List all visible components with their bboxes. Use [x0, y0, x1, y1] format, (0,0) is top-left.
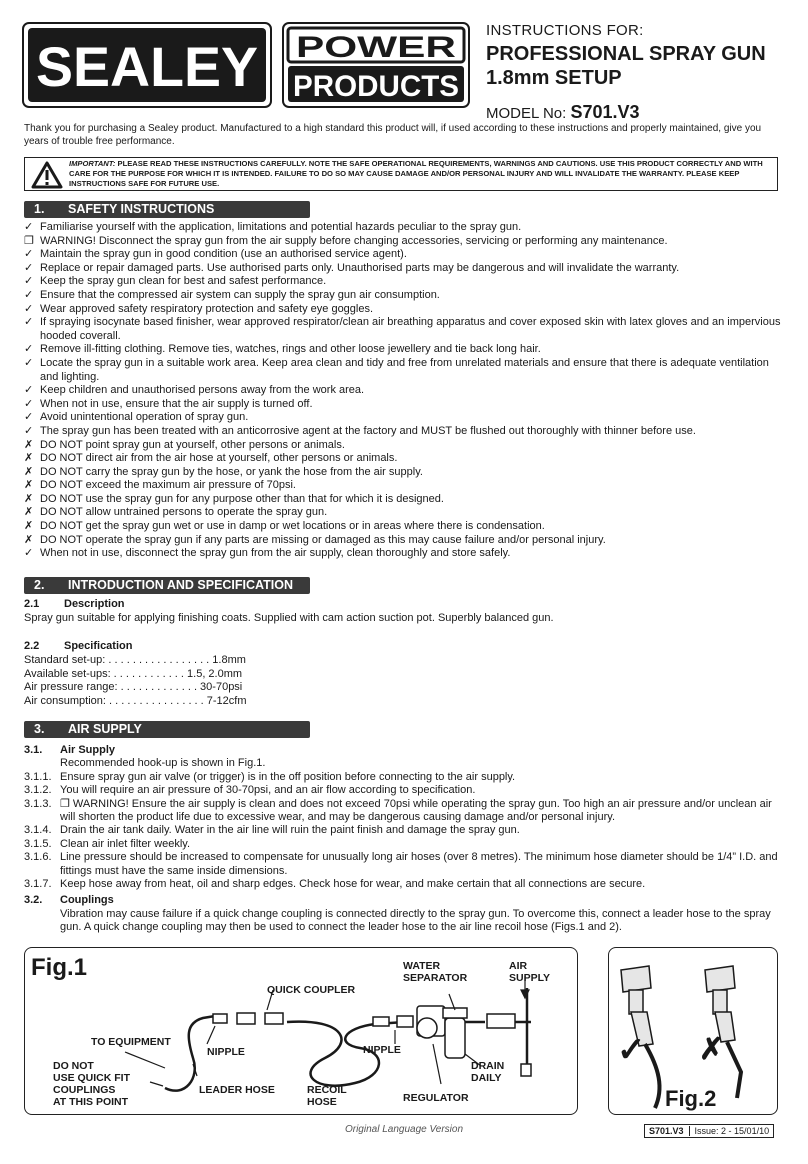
footer-issue: Issue: 2 - 15/01/10: [689, 1126, 770, 1136]
issue-box: [644, 1124, 774, 1138]
spec-row: Available set-ups: . . . . . . . . . . . . 1.5, 2.0mm: [24, 667, 243, 680]
safety-item: [24, 357, 784, 384]
thank-you-text: Thank you for purchasing a Sealey product. Manufactured to a high standard this product will, if used according to these instructions and properly maintained, give you years of trouble free performance.: [24, 123, 762, 147]
safety-item: [24, 479, 784, 493]
safety-item-text: Keep children and unauthorised persons away from the work area.: [40, 384, 365, 397]
safety-item: [24, 398, 784, 412]
important-body: PLEASE READ THESE INSTRUCTIONS CAREFULLY. NOTE THE SAFE OPERATIONAL REQUIREMENTS, WARNINGS AND CAUTIONS. USE THIS PRODUCT CORRECTLY AND WITH CARE FOR THE PURPOSE FOR WHICH IT IS INTENDED. FAILURE TO DO SO MAY CAUSE DAMAGE AND/OR PERSONAL INJURY AND WILL INVALIDATE THE WARRANTY. PLEASE KEEP INSTRUCTIONS SAFE FOR FUTURE USE.: [69, 159, 763, 188]
air-line: SUPPLY: [509, 972, 551, 984]
safety-item-text: When not in use, ensure that the air supply is turned off.: [40, 397, 313, 410]
check-icon: ✓: [24, 411, 34, 424]
safety-item: [24, 493, 784, 507]
sealey-logo-text: SEALEY: [36, 35, 258, 98]
nipple-fitting: [373, 1017, 389, 1026]
safety-item: [24, 534, 784, 548]
figure-1-label: Fig.1: [31, 954, 88, 981]
section-3-heading: [24, 721, 310, 738]
quick-coupler-label: QUICK COUPLER: [267, 984, 356, 996]
air-supply-number: 3.1.: [24, 744, 43, 756]
drain-daily-label: [471, 1060, 504, 1084]
nipple-left-label: NIPPLE: [207, 1046, 245, 1058]
drain-line: DRAIN: [471, 1060, 505, 1072]
safety-item-text: DO NOT allow untrained persons to operate the spray gun.: [40, 506, 328, 519]
drain-valve: [521, 1064, 531, 1076]
check-icon: ✓: [24, 356, 34, 369]
nipple-right-label: NIPPLE: [363, 1044, 401, 1056]
safety-item-text: Maintain the spray gun in good condition (use an authorised service agent).: [40, 248, 407, 261]
quick-coupler-fitting: [265, 1013, 283, 1024]
air-supply-title: Air Supply: [60, 744, 116, 756]
cross-icon: ✗: [24, 465, 34, 478]
regulator-gauge: [417, 1018, 437, 1038]
air-item-text: Keep hose away from heat, oil and sharp edges. Check hose for wear, and make certain that all connections are secure.: [60, 878, 646, 891]
incorrect-cross-mark: ✗: [699, 1033, 725, 1066]
safety-item-text: Replace or repair damaged parts. Use authorised parts only. Unauthorised parts may be dangerous and will invalidate the warranty.: [40, 261, 680, 274]
safety-item: [24, 235, 784, 249]
recoil-line: HOSE: [307, 1096, 337, 1108]
air-item-number: 3.1.3.: [24, 797, 52, 810]
important-lead: IMPORTANT:: [69, 159, 116, 168]
air-item-number: 3.1.4.: [24, 824, 52, 837]
drain-line: DAILY: [471, 1072, 502, 1084]
check-icon: ✓: [24, 288, 34, 301]
safety-item-text: DO NOT exceed the maximum air pressure of 70psi.: [40, 479, 296, 492]
safety-item-text: Locate the spray gun in a suitable work area. Keep area clean and tidy and free from unrelated materials and ensure that there is adequate ventilation and lighting.: [40, 356, 769, 383]
air-supply-intro: Recommended hook-up is shown in Fig.1.: [60, 757, 266, 770]
safety-item-text: DO NOT carry the spray gun by the hose, or yank the hose from the air supply.: [40, 465, 423, 478]
air-supply-block: [24, 744, 784, 935]
check-icon: ✓: [24, 316, 34, 329]
section-3-title: AIR SUPPLY: [68, 722, 142, 736]
coupler-direct-bad: [727, 1042, 741, 1098]
warning-box-icon: ❐: [24, 234, 34, 247]
water-line: SEPARATOR: [403, 972, 468, 984]
safety-item: [24, 221, 784, 235]
model-label: MODEL No:: [486, 105, 567, 122]
air-supply-item: [24, 784, 784, 797]
footer-model: S701.V3: [649, 1126, 684, 1136]
air-supply-item: [24, 838, 784, 851]
air-item-text: ❐ WARNING! Ensure the air supply is clean and does not exceed 70psi while operating the spray gun. Too high an air pressure and/or unclean air will shorten the product life due to excessive wear, and may be dangerous causing damage and/or personal injury.: [60, 797, 772, 824]
section-1-title: SAFETY INSTRUCTIONS: [68, 202, 215, 216]
safety-item: [24, 289, 784, 303]
cross-icon: ✗: [24, 492, 34, 505]
cross-icon: ✗: [24, 520, 34, 533]
air-item-text: You will require an air pressure of 30-70psi, and an air flow according to specification.: [60, 784, 476, 797]
regulator-label: REGULATOR: [403, 1092, 469, 1104]
safety-item-text: The spray gun has been treated with an anticorrosive agent at the factory and MUST be flushed out thoroughly with thinner before use.: [40, 424, 696, 437]
couplings-number: 3.2.: [24, 894, 43, 907]
safety-item-text: DO NOT point spray gun at yourself, other persons or animals.: [40, 438, 345, 451]
safety-item: [24, 275, 784, 289]
safety-item: [24, 262, 784, 276]
safety-item: [24, 547, 784, 561]
leader-hose-good: [645, 1044, 660, 1108]
quick-coupler-fitting: [237, 1013, 255, 1024]
safety-item-text: DO NOT get the spray gun wet or use in damp or wet locations or in areas where there is condensation.: [40, 520, 545, 533]
spec-row: Air consumption: . . . . . . . . . . . . . . . . 7-12cfm: [24, 694, 247, 707]
check-icon: ✓: [24, 384, 34, 397]
safety-list: [24, 221, 784, 561]
air-item-text: Ensure spray gun air valve (or trigger) is in the off position before connecting to the air supply.: [60, 770, 516, 783]
safety-item-text: WARNING! Disconnect the spray gun from the air supply before changing accessories, servicing or performing any maintenance.: [40, 234, 668, 247]
description-title: Description: [64, 598, 125, 610]
figure-2-label: Fig.2: [665, 1086, 717, 1111]
specification-list: [24, 654, 247, 708]
air-supply-item: [24, 771, 784, 784]
recoil-hose-label: [307, 1084, 347, 1108]
safety-item: [24, 411, 784, 425]
check-icon: ✓: [24, 424, 34, 437]
air-item-number: 3.1.6.: [24, 851, 52, 864]
product-title: PROFESSIONAL SPRAY GUN: [486, 43, 766, 65]
do-not-label: [53, 1060, 130, 1108]
air-item-text: Clean air inlet filter weekly.: [60, 837, 191, 850]
safety-item-text: If spraying isocynate based finisher, wear approved respirator/clean air breathing apparatus and cover exposed skin with latex gloves and an impervious hooded coverall.: [40, 316, 781, 342]
products-logo-text: PRODUCTS: [293, 70, 459, 103]
sealey-logo: [22, 22, 272, 108]
cross-icon: ✗: [24, 479, 34, 492]
cross-icon: ✗: [24, 506, 34, 519]
cross-icon: ✗: [24, 533, 34, 546]
safety-item: [24, 384, 784, 398]
do-not-line: DO NOT: [53, 1060, 94, 1072]
spec-row: Standard set-up: . . . . . . . . . . . . . . . . . 1.8mm: [24, 654, 246, 666]
do-not-line: AT THIS POINT: [53, 1096, 129, 1108]
air-item-number: 3.1.7.: [24, 878, 52, 891]
air-item-number: 3.1.5.: [24, 837, 52, 850]
power-logo-text: POWER: [296, 31, 457, 64]
section-1-number: 1.: [34, 202, 45, 216]
safety-item-text: Avoid unintentional operation of spray gun.: [40, 411, 249, 424]
check-icon: ✓: [24, 248, 34, 261]
safety-item: [24, 343, 784, 357]
safety-item-text: DO NOT direct air from the air hose at yourself, other persons or animals.: [40, 452, 398, 465]
safety-item: [24, 316, 784, 343]
safety-item: [24, 452, 784, 466]
check-icon: ✓: [24, 261, 34, 274]
air-supply-item: [24, 824, 784, 837]
safety-item: [24, 439, 784, 453]
nipple-fitting: [213, 1014, 227, 1023]
safety-item: [24, 466, 784, 480]
safety-item-text: Keep the spray gun clean for best and safest performance.: [40, 275, 327, 288]
important-text: [69, 159, 773, 189]
specification-number: 2.2: [24, 640, 40, 652]
safety-item: [24, 506, 784, 520]
safety-item: [24, 248, 784, 262]
safety-item: [24, 303, 784, 317]
section-3-number: 3.: [34, 722, 45, 736]
couplings-title: Couplings: [60, 894, 114, 907]
warning-triangle-icon: [31, 161, 63, 189]
air-supply-item: [24, 878, 784, 891]
model-value: S701.V3: [570, 102, 640, 122]
model-line: [486, 102, 640, 123]
safety-item-text: Remove ill-fitting clothing. Remove ties, watches, rings and other loose jewellery and tie back long hair.: [40, 343, 541, 356]
air-item-text: Line pressure should be increased to compensate for unusually long air hoses (over 8 metres). The minimum hose diameter should be 1/4” I.D. and fittings must have the same inside dimensions.: [60, 851, 778, 877]
instructions-for: INSTRUCTIONS FOR:: [486, 22, 644, 39]
cross-icon: ✗: [24, 438, 34, 451]
safety-item-text: Familiarise yourself with the application, limitations and potential hazards peculiar to the spray gun.: [40, 221, 522, 233]
safety-item-text: DO NOT use the spray gun for any purpose other than that for which it is designed.: [40, 492, 444, 505]
water-separator-bowl: [445, 1018, 465, 1058]
safety-item-text: Wear approved safety respiratory protection and safety eye goggles.: [40, 302, 374, 315]
section-2-number: 2.: [34, 578, 45, 592]
spec-row: Air pressure range: . . . . . . . . . . . . . 30-70psi: [24, 681, 243, 694]
description-number: 2.1: [24, 598, 40, 610]
leader-hose-label: LEADER HOSE: [199, 1084, 275, 1096]
power-products-logo: [282, 22, 470, 108]
air-supply-label: [509, 960, 550, 984]
do-not-line: COUPLINGS: [53, 1084, 116, 1096]
check-icon: ✓: [24, 397, 34, 410]
nipple-fitting: [397, 1016, 413, 1027]
correct-check-mark: ✓: [617, 1031, 646, 1069]
safety-item: [24, 425, 784, 439]
safety-item-text: DO NOT operate the spray gun if any parts are missing or damaged as this may cause failure and/or personal injury.: [40, 533, 606, 546]
valve-fitting: [487, 1014, 515, 1028]
to-equipment-label: TO EQUIPMENT: [91, 1036, 171, 1048]
safety-item: [24, 520, 784, 534]
water-separator-label: [403, 960, 467, 984]
description-text: Spray gun suitable for applying finishing coats. Supplied with cam action suction pot. Superbly balanced gun.: [24, 612, 554, 624]
air-item-text: Drain the air tank daily. Water in the air line will ruin the paint finish and damage the spray gun.: [60, 824, 520, 837]
spray-gun-bad: [705, 966, 735, 1042]
check-icon: ✓: [24, 302, 34, 315]
product-setup: 1.8mm SETUP: [486, 67, 622, 89]
air-item-number: 3.1.1.: [24, 770, 52, 783]
check-icon: ✓: [24, 221, 34, 233]
couplings-text: Vibration may cause failure if a quick change coupling is connected directly to the spray gun. To overcome this, connect a leader hose to the spray gun. A quick change coupling may then be used to connect the leader hose to the air line recoil hose (Figs.1 and 2).: [60, 907, 771, 934]
water-line: WATER: [403, 960, 441, 972]
air-supply-item: [24, 798, 784, 825]
section-2-heading: [24, 577, 310, 594]
check-icon: ✓: [24, 275, 34, 288]
check-icon: ✓: [24, 547, 34, 560]
do-not-line: USE QUICK FIT: [53, 1072, 131, 1084]
section-1-heading: [24, 201, 310, 218]
important-notice: [24, 157, 778, 191]
check-icon: ✓: [24, 343, 34, 356]
specification-title: Specification: [64, 640, 133, 652]
air-item-number: 3.1.2.: [24, 784, 52, 797]
safety-item-text: When not in use, disconnect the spray gun from the air supply, clean thoroughly and store safely.: [40, 547, 511, 560]
section-2-title: INTRODUCTION AND SPECIFICATION: [68, 578, 293, 592]
original-language-note: Original Language Version: [344, 1124, 464, 1135]
safety-item-text: Ensure that the compressed air system can supply the spray gun air consumption.: [40, 288, 440, 301]
figure-2-correct-connection: [608, 947, 778, 1115]
air-line: AIR: [509, 960, 528, 972]
figure-1-hookup-diagram: [24, 947, 578, 1115]
air-supply-item: [24, 851, 784, 878]
recoil-line: RECOIL: [307, 1084, 347, 1096]
cross-icon: ✗: [24, 452, 34, 465]
